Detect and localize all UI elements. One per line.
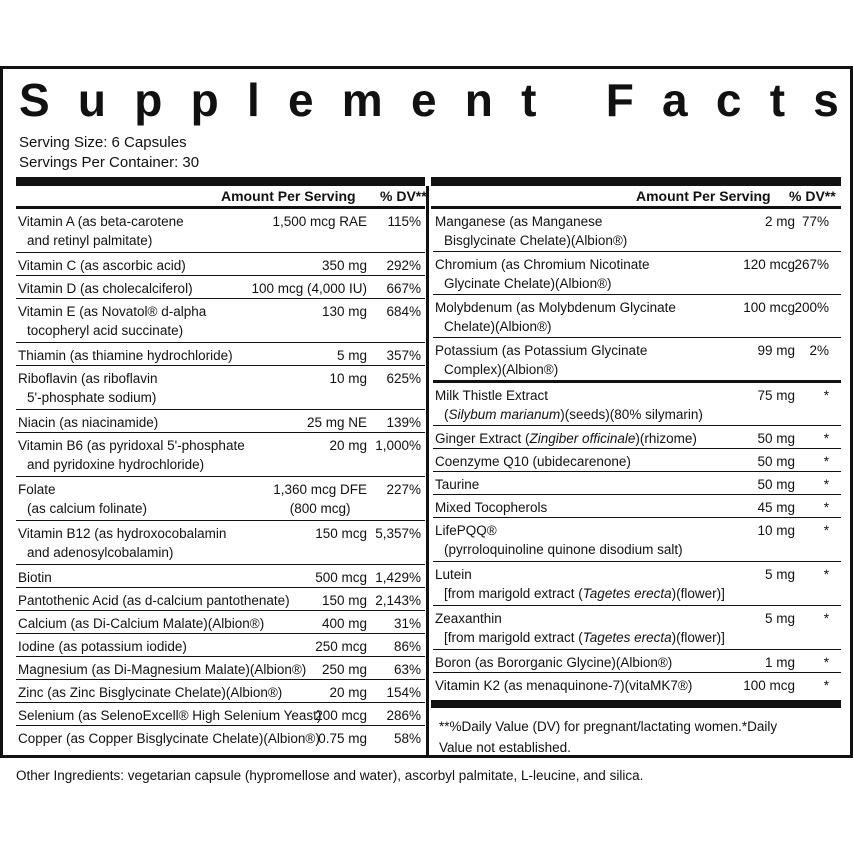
- dv-footnote: [439, 716, 849, 758]
- daily-value-percent: 77%: [801, 214, 829, 229]
- nutrient-name: [18, 279, 193, 298]
- nutrient-name-line-1: Manganese (as Manganese: [435, 214, 603, 229]
- daily-value-percent: 684%: [386, 304, 421, 319]
- nutrient-name: [435, 498, 547, 517]
- daily-value-percent: 267%: [794, 257, 829, 272]
- amount-per-serving: [765, 653, 795, 672]
- title-letter: n: [464, 74, 493, 126]
- amount-line-2: (800 mcg): [289, 501, 351, 516]
- amount-line-1: 99 mg: [757, 343, 795, 358]
- footnote-rule: [431, 700, 841, 708]
- nutrient-name-line-1: Zeaxanthin: [435, 611, 502, 626]
- nutrient-row: [16, 433, 425, 477]
- panel-title: [19, 75, 839, 125]
- amount-per-serving: [765, 212, 795, 231]
- nutrient-row: [16, 253, 425, 276]
- nutrient-row: [16, 276, 425, 299]
- amount-line-1: 5 mg: [336, 348, 367, 363]
- daily-value-percent: 292%: [386, 258, 421, 273]
- amount-line-1: 250 mcg: [315, 639, 367, 654]
- daily-value-percent: *: [823, 523, 829, 538]
- daily-value-percent: 31%: [393, 616, 421, 631]
- nutrient-name-line-1: Chromium (as Chromium Nicotinate: [435, 257, 650, 272]
- nutrient-name-line-1: Coenzyme Q10 (ubidecarenone): [435, 454, 631, 469]
- amount-per-serving: [322, 614, 367, 633]
- nutrient-row: [433, 495, 841, 518]
- amount-line-1: 50 mg: [757, 431, 795, 446]
- daily-value-percent: 1,429%: [375, 570, 421, 585]
- nutrient-row: [433, 252, 841, 295]
- servings-per-container: Servings Per Container: 30: [19, 154, 200, 171]
- amount-per-serving: [315, 706, 367, 725]
- amount-line-1: 20 mg: [329, 438, 367, 453]
- nutrient-row: [16, 657, 425, 680]
- amount-per-serving: [322, 256, 367, 275]
- nutrient-name: [435, 653, 672, 672]
- daily-value-percent: *: [823, 611, 829, 626]
- nutrient-row: [16, 521, 425, 565]
- amount-line-1: 1,360 mcg DFE: [273, 482, 367, 497]
- nutrient-name: [18, 346, 233, 365]
- nutrient-name-line-1: Vitamin C (as ascorbic acid): [18, 258, 186, 273]
- nutrient-name: [435, 212, 627, 250]
- daily-value-percent: 667%: [386, 281, 421, 296]
- daily-value-percent: 115%: [387, 214, 421, 229]
- title-letter: s: [813, 74, 839, 126]
- nutrient-name-line-1: Vitamin B6 (as pyridoxal 5'-phosphate: [18, 438, 245, 453]
- amount-line-1: 10 mg: [329, 371, 367, 386]
- nutrient-row: [433, 449, 841, 472]
- nutrient-name-line-2: and pyridoxine hydrochloride): [27, 457, 205, 472]
- daily-value-percent: 2,143%: [375, 593, 421, 608]
- title-letter: S: [19, 74, 50, 126]
- amount-per-serving: [743, 255, 795, 274]
- nutrient-name-line-2: Complex)(Albion®): [444, 362, 559, 377]
- amount-header: Amount Per Serving: [636, 188, 771, 204]
- nutrient-name: [18, 369, 158, 407]
- footnote-line-2: Value not established.: [439, 740, 571, 755]
- amount-per-serving: [322, 302, 367, 321]
- daily-value-percent: *: [823, 567, 829, 582]
- nutrient-name-line-1: Boron (as Bororganic Glycine)(Albion®): [435, 655, 673, 670]
- nutrient-name: [435, 255, 650, 293]
- nutrient-name: [435, 521, 683, 559]
- nutrient-row: [433, 295, 841, 338]
- amount-line-1: 75 mg: [757, 388, 795, 403]
- nutrient-row: [433, 518, 841, 562]
- title-letter: t: [769, 74, 786, 126]
- other-ingredients: Other Ingredients: vegetarian capsule (hypromellose and water), ascorbyl palmitate, L-leucine, and silica.: [16, 768, 644, 783]
- nutrient-name-line-1: Taurine: [435, 477, 480, 492]
- nutrient-name: [18, 302, 206, 340]
- amount-line-1: 5 mg: [764, 567, 795, 582]
- amount-line-1: 150 mcg: [315, 526, 367, 541]
- nutrient-name-line-1: Calcium (as Di-Calcium Malate)(Albion®): [18, 616, 265, 631]
- left-column-header: [16, 186, 425, 206]
- amount-line-1: 130 mg: [321, 304, 367, 319]
- amount-line-1: 100 mcg (4,000 IU): [251, 281, 367, 296]
- daily-value-percent: *: [823, 678, 829, 693]
- amount-per-serving: [315, 568, 367, 587]
- nutrient-row: [433, 650, 841, 673]
- nutrient-name-line-1: Magnesium (as Di-Magnesium Malate)(Albion®): [18, 662, 307, 677]
- nutrient-name-line-1: LifePQQ®: [435, 523, 497, 538]
- amount-per-serving: [315, 637, 367, 656]
- amount-per-serving: [757, 452, 795, 471]
- footnote-line-1: **%Daily Value (DV) for pregnant/lactating women.*Daily: [439, 719, 778, 734]
- nutrient-row: [16, 726, 425, 749]
- nutrient-name-line-1: Iodine (as potassium iodide): [18, 639, 187, 654]
- nutrient-name: [18, 614, 264, 633]
- nutrient-name-line-1: Niacin (as niacinamide): [18, 415, 159, 430]
- nutrient-name-line-1: Vitamin B12 (as hydroxocobalamin: [18, 526, 227, 541]
- nutrient-name: [18, 524, 226, 562]
- nutrient-name-line-2: Chelate)(Albion®): [444, 319, 552, 334]
- amount-line-1: 200 mcg: [315, 708, 367, 723]
- nutrient-name-line-1: Vitamin E (as Novatol® d-alpha: [18, 304, 207, 319]
- amount-per-serving: [743, 298, 795, 317]
- amount-line-1: 25 mg NE: [306, 415, 367, 430]
- nutrient-name-line-2: [from marigold extract (Tagetes erecta)(flower)]: [444, 586, 725, 601]
- nutrient-name-line-1: Mixed Tocopherols: [435, 500, 548, 515]
- nutrient-name-line-1: Lutein: [435, 567, 472, 582]
- nutrient-name: [435, 609, 725, 647]
- dv-header: % DV**: [789, 188, 836, 204]
- nutrient-row: [16, 410, 425, 433]
- amount-per-serving: [273, 480, 367, 518]
- nutrient-name: [18, 729, 320, 748]
- daily-value-percent: *: [823, 500, 829, 515]
- amount-per-serving: [743, 676, 795, 695]
- amount-line-1: 500 mcg: [315, 570, 367, 585]
- daily-value-percent: 625%: [386, 371, 421, 386]
- amount-per-serving: [765, 609, 795, 628]
- nutrient-name-line-1: Pantothenic Acid (as d-calcium pantothenate): [18, 593, 290, 608]
- nutrient-name-line-1: Molybdenum (as Molybdenum Glycinate: [435, 300, 676, 315]
- amount-line-1: 5 mg: [764, 611, 795, 626]
- amount-line-1: 400 mg: [321, 616, 367, 631]
- nutrient-name: [18, 480, 147, 518]
- nutrient-name-line-1: Riboflavin (as riboflavin: [18, 371, 158, 386]
- nutrient-name-line-2: tocopheryl acid succinate): [27, 323, 184, 338]
- rule-right-top: [431, 177, 841, 186]
- nutrient-name: [18, 413, 158, 432]
- daily-value-percent: *: [823, 431, 829, 446]
- rule-left-top: [16, 177, 425, 186]
- nutrient-name-line-2: (pyrroloquinoline quinone disodium salt): [444, 542, 683, 557]
- daily-value-percent: *: [823, 477, 829, 492]
- amount-per-serving: [329, 369, 367, 388]
- amount-line-1: 120 mcg: [743, 257, 795, 272]
- amount-per-serving: [272, 212, 367, 231]
- nutrient-row: [433, 562, 841, 606]
- nutrient-name-line-1: Biotin: [18, 570, 52, 585]
- daily-value-percent: *: [823, 655, 829, 670]
- nutrient-row: [433, 383, 841, 426]
- title-letter: p: [190, 74, 219, 126]
- supplement-facts-panel: [0, 66, 853, 758]
- nutrient-row: [433, 606, 841, 650]
- amount-per-serving: [757, 341, 795, 360]
- nutrient-name-line-2: and retinyl palmitate): [27, 233, 153, 248]
- scientific-name: Tagetes erecta: [582, 630, 672, 645]
- nutrient-name-line-2: (Silybum marianum)(seeds)(80% silymarin): [444, 407, 703, 422]
- nutrient-row: [16, 343, 425, 366]
- nutrient-row: [433, 338, 841, 383]
- daily-value-percent: 139%: [386, 415, 421, 430]
- amount-line-1: 10 mg: [757, 523, 795, 538]
- title-letter: t: [521, 74, 537, 126]
- daily-value-percent: 357%: [386, 348, 421, 363]
- nutrient-name-line-1: Potassium (as Potassium Glycinate: [435, 343, 648, 358]
- amount-per-serving: [318, 729, 367, 748]
- title-letter: p: [134, 74, 163, 126]
- amount-line-1: 1,500 mcg RAE: [272, 214, 367, 229]
- nutrient-name: [18, 706, 321, 725]
- amount-per-serving: [757, 429, 795, 448]
- nutrient-name: [435, 386, 703, 424]
- daily-value-percent: 63%: [393, 662, 421, 677]
- nutrient-name: [435, 341, 647, 379]
- daily-value-percent: 86%: [393, 639, 421, 654]
- title-letter: e: [410, 74, 437, 126]
- nutrient-row: [16, 477, 425, 521]
- scientific-name: Silybum marianum: [448, 407, 561, 422]
- nutrient-name: [18, 212, 184, 250]
- nutrient-name: [18, 591, 290, 610]
- nutrient-name: [18, 637, 187, 656]
- title-letter: c: [715, 74, 742, 126]
- nutrient-row: [433, 472, 841, 495]
- nutrient-row: [16, 588, 425, 611]
- amount-line-1: 250 mg: [321, 662, 367, 677]
- daily-value-percent: *: [823, 454, 829, 469]
- dv-header: % DV**: [380, 188, 427, 204]
- title-letter: l: [246, 74, 260, 126]
- nutrient-row: [16, 611, 425, 634]
- nutrient-name-line-2: [from marigold extract (Tagetes erecta)(flower)]: [444, 630, 725, 645]
- nutrient-name: [435, 452, 631, 471]
- amount-line-1: 0.75 mg: [318, 731, 367, 746]
- title-letter: u: [77, 74, 107, 126]
- nutrient-name-line-1: Vitamin K2 (as menaquinone-7)(vitaMK7®): [435, 678, 693, 693]
- serving-size: Serving Size: 6 Capsules: [19, 134, 187, 151]
- daily-value-percent: 2%: [809, 343, 829, 358]
- nutrient-name-line-2: 5'-phosphate sodium): [27, 390, 157, 405]
- daily-value-percent: 5,357%: [375, 526, 421, 541]
- daily-value-percent: 58%: [393, 731, 421, 746]
- nutrient-name-line-1: Selenium (as SelenoExcell® High Selenium Yeast): [18, 708, 322, 723]
- nutrient-name-line-2: (as calcium folinate): [27, 501, 148, 516]
- amount-per-serving: [315, 524, 367, 543]
- daily-value-percent: *: [823, 388, 829, 403]
- amount-per-serving: [765, 565, 795, 584]
- amount-per-serving: [757, 521, 795, 540]
- nutrient-row: [16, 703, 425, 726]
- amount-line-1: 20 mg: [329, 685, 367, 700]
- nutrient-name-line-1: Folate: [18, 482, 56, 497]
- amount-line-1: 100 mcg: [743, 678, 795, 693]
- amount-line-1: 50 mg: [757, 454, 795, 469]
- amount-line-1: 150 mg: [321, 593, 367, 608]
- column-divider: [426, 186, 429, 758]
- nutrient-name-line-1: Milk Thistle Extract: [435, 388, 549, 403]
- nutrient-row: [433, 209, 841, 252]
- amount-per-serving: [329, 683, 367, 702]
- nutrient-name: [18, 660, 306, 679]
- amount-header: Amount Per Serving: [221, 188, 356, 204]
- nutrient-name-line-2: Glycinate Chelate)(Albion®): [444, 276, 612, 291]
- amount-line-1: 100 mcg: [743, 300, 795, 315]
- nutrient-name: [18, 568, 52, 587]
- nutrient-name: [18, 256, 186, 275]
- nutrient-row: [433, 673, 841, 696]
- nutrient-row: [16, 634, 425, 657]
- title-letter: F: [605, 74, 634, 126]
- daily-value-percent: 200%: [794, 300, 829, 315]
- nutrient-name-line-2: and adenosylcobalamin): [27, 545, 174, 560]
- amount-per-serving: [322, 660, 367, 679]
- nutrient-name: [435, 429, 697, 448]
- amount-line-1: 2 mg: [764, 214, 795, 229]
- right-column-header: [433, 186, 843, 206]
- amount-per-serving: [757, 498, 795, 517]
- title-letter: e: [287, 74, 314, 126]
- nutrient-name-line-1: Ginger Extract (Zingiber officinale)(rhizome): [435, 431, 697, 446]
- amount-line-1: 50 mg: [757, 477, 795, 492]
- amount-per-serving: [251, 279, 367, 298]
- daily-value-percent: 286%: [386, 708, 421, 723]
- daily-value-percent: 1,000%: [375, 438, 421, 453]
- nutrient-row: [16, 209, 425, 253]
- amount-per-serving: [757, 386, 795, 405]
- nutrient-name: [435, 298, 676, 336]
- nutrient-name-line-1: Thiamin (as thiamine hydrochloride): [18, 348, 233, 363]
- nutrient-row: [16, 366, 425, 410]
- nutrient-name-line-2: Bisglycinate Chelate)(Albion®): [444, 233, 628, 248]
- scientific-name: Tagetes erecta: [582, 586, 672, 601]
- nutrient-name-line-1: Copper (as Copper Bisglycinate Chelate)(Albion®): [18, 731, 320, 746]
- amount-line-1: 350 mg: [321, 258, 367, 273]
- amount-line-1: 45 mg: [757, 500, 795, 515]
- nutrient-name: [435, 565, 725, 603]
- nutrient-row: [16, 299, 425, 343]
- nutrient-name: [435, 676, 692, 695]
- daily-value-percent: 154%: [386, 685, 421, 700]
- amount-per-serving: [307, 413, 367, 432]
- amount-line-1: 1 mg: [764, 655, 795, 670]
- title-letter: a: [662, 74, 688, 126]
- amount-per-serving: [337, 346, 367, 365]
- daily-value-percent: 227%: [386, 482, 421, 497]
- nutrient-row: [16, 565, 425, 588]
- nutrient-row: [433, 426, 841, 449]
- amount-per-serving: [322, 591, 367, 610]
- nutrient-row: [16, 680, 425, 703]
- nutrient-name: [18, 683, 282, 702]
- nutrient-name-line-1: Vitamin D (as cholecalciferol): [18, 281, 193, 296]
- nutrient-name: [18, 436, 245, 474]
- title-letter: [565, 75, 578, 125]
- nutrient-name-line-1: Vitamin A (as beta-carotene: [18, 214, 184, 229]
- scientific-name: Zingiber officinale: [529, 431, 636, 446]
- title-letter: m: [341, 74, 383, 126]
- amount-per-serving: [757, 475, 795, 494]
- nutrient-name: [435, 475, 479, 494]
- nutrient-name-line-1: Zinc (as Zinc Bisglycinate Chelate)(Albion®): [18, 685, 283, 700]
- amount-per-serving: [329, 436, 367, 455]
